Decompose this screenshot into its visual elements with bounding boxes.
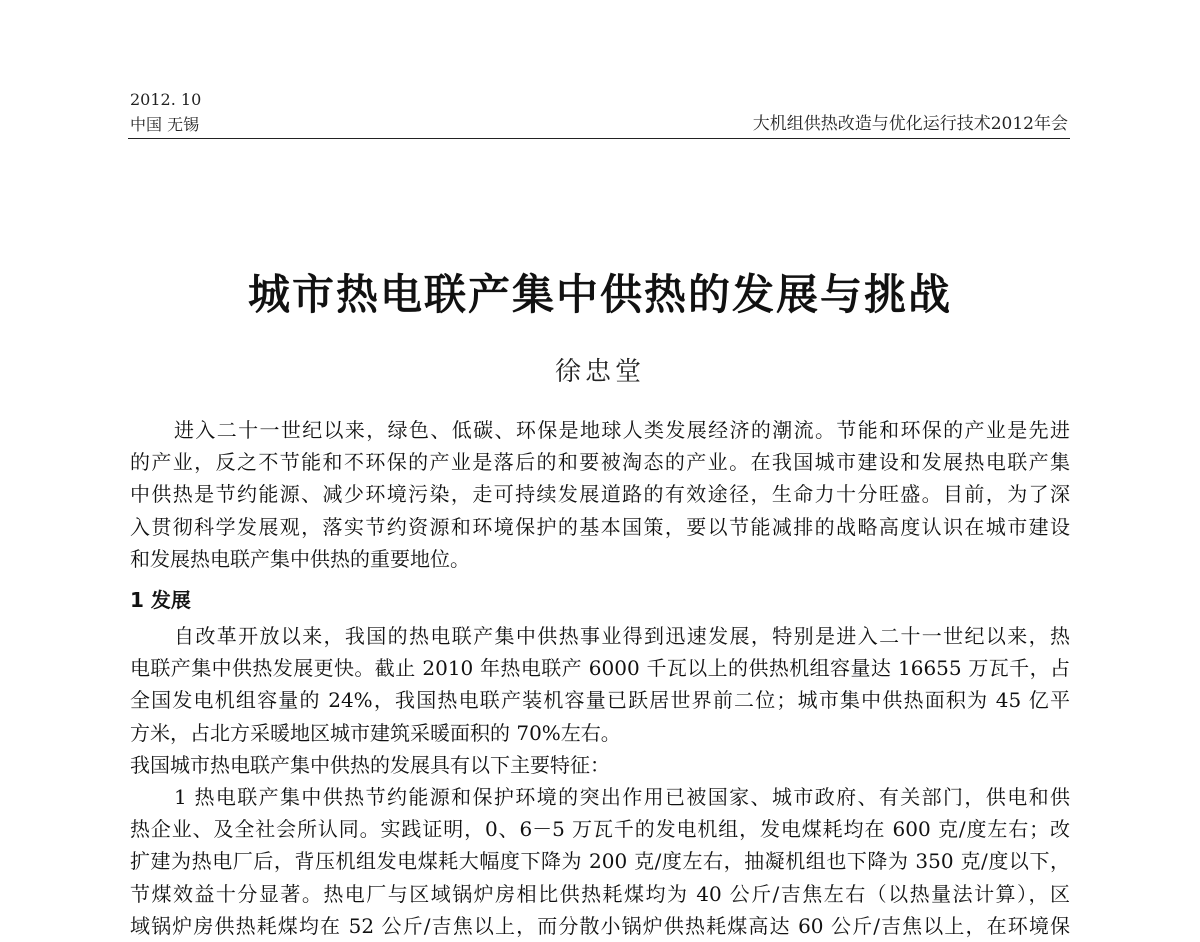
paragraph-line: 自改革开放以来，我国的热电联产集中供热事业得到迅速发展，特别是进入二十一世纪以来，热 — [174, 624, 1070, 648]
paragraph-line: 的产业，反之不节能和不环保的产业是落后的和要被淘态的产业。在我国城市建设和发展热电联产集 — [130, 450, 1070, 475]
section-heading: 1 发展 — [130, 588, 191, 612]
header-conference: 大机组供热改造与优化运行技术2012年会 — [752, 114, 1068, 134]
header-rule — [128, 138, 1070, 139]
paragraph-line: 全国发电机组容量的 24%，我国热电联产装机容量已跃居世界前二位；城市集中供热面积为 45 亿平 — [130, 688, 1070, 713]
paragraph-line: 入贯彻科学发展观，落实节约资源和环境保护的基本国策，要以节能减排的战略高度认识在城市建设 — [130, 514, 1070, 539]
paragraph-line: 扩建为热电厂后，背压机组发电煤耗大幅度下降为 200 克/度左右，抽凝机组也下降为 350 克/度以下， — [130, 849, 1070, 874]
header-location: 中国 无锡 — [130, 115, 200, 134]
paragraph-line: 电联产集中供热发展更快。截止 2010 年热电联产 6000 千瓦以上的供热机组容量达 16655 万瓦千，占 — [130, 656, 1070, 681]
section1-paragraph-2 — [130, 781, 1070, 938]
section1-paragraph-1 — [130, 620, 1070, 781]
paragraph-line: 1 热电联产集中供热节约能源和保护环境的突出作用已被国家、城市政府、有关部门，供电和供 — [174, 785, 1070, 809]
paragraph-line: 热企业、及全社会所认同。实践证明，0、6－5 万瓦千的发电机组，发电煤耗均在 600 克/度左右；改 — [130, 817, 1070, 842]
paragraph-line: 进入二十一世纪以来，绿色、低碳、环保是地球人类发展经济的潮流。节能和环保的产业是先进 — [174, 418, 1070, 442]
paragraph-line: 我国城市热电联产集中供热的发展具有以下主要特征： — [130, 752, 610, 777]
paper-title: 城市热电联产集中供热的发展与挑战 — [247, 270, 952, 319]
paragraph-line: 节煤效益十分显著。热电厂与区域锅炉房相比供热耗煤均为 40 公斤/吉焦左右（以热量法计算），区 — [130, 881, 1070, 906]
paragraph-line: 方米，占北方采暖地区城市建筑采暖面积的 70%左右。 — [130, 720, 621, 745]
header-date: 2012. 10 — [130, 90, 202, 109]
paragraph-line: 和发展热电联产集中供热的重要地位。 — [130, 546, 470, 571]
paper-author: 徐忠堂 — [554, 357, 645, 387]
paragraph-line: 域锅炉房供热耗煤均在 52 公斤/吉焦以上，而分散小锅炉供热耗煤高达 60 公斤/吉焦以上，在环境保 — [130, 913, 1070, 938]
paragraph-line: 中供热是节约能源、减少环境污染，走可持续发展道路的有效途径，生命力十分旺盛。目前，为了深 — [130, 482, 1070, 507]
intro-paragraph — [130, 414, 1070, 575]
